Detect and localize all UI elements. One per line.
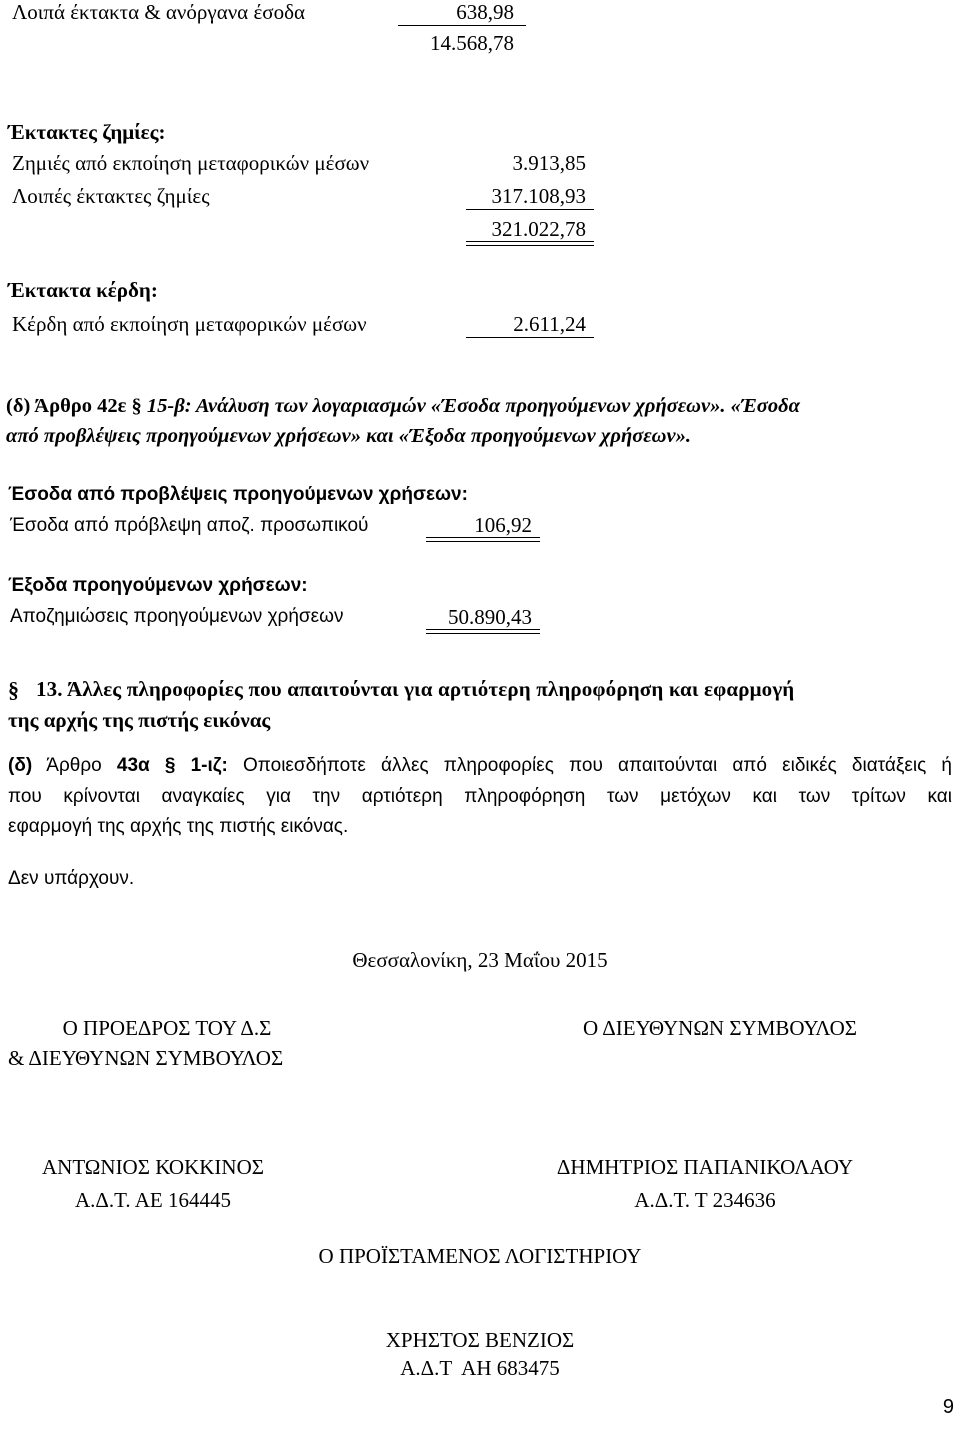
double-underline [466, 241, 594, 246]
income-total-value: 14.568,78 [430, 31, 514, 55]
para-clause: 1-ιζ: [190, 755, 228, 776]
underline [398, 25, 526, 26]
section13-heading-line2: της αρχής της πιστής εικόνας [8, 708, 271, 732]
para-line2: που κρίνονται αναγκαίες για την αρτιότερη πληροφόρηση των μετόχων και των τρίτων και [8, 786, 952, 807]
expense-prev-heading: Έξοδα προηγούμενων χρήσεων: [8, 575, 308, 596]
gains-heading: Έκτακτα κέρδη: [8, 278, 158, 302]
loss-row-vehicles-value: 3.913,85 [512, 151, 586, 175]
section-d-heading-line1 [6, 395, 800, 418]
chairman-title-line2: & ΔΙΕΥΘΥΝΩΝ ΣΥΜΒΟΥΛΟΣ [8, 1046, 284, 1070]
loss-row-other-label: Λοιπές έκτακτες ζημίες [12, 184, 210, 208]
expense-prev-row-value: 50.890,43 [448, 605, 532, 629]
double-underline [426, 629, 540, 634]
expense-prev-row-label: Αποζημιώσεις προηγούμενων χρήσεων [10, 606, 344, 627]
underline [466, 209, 594, 210]
income-prev-row-value: 106,92 [474, 513, 532, 537]
para-none: Δεν υπάρχουν. [8, 868, 135, 889]
chairman-id: Α.Δ.Τ. ΑΕ 164445 [74, 1188, 232, 1212]
accountant-title: Ο ΠΡΟΪΣΤΑΜΕΝΟΣ ΛΟΓΙΣΤΗΡΙΟΥ [318, 1244, 642, 1268]
losses-total-value: 321.022,78 [491, 217, 586, 241]
section13-heading-line1: 13. Άλλες πληροφορίες που απαιτούνται για αρτιότερη πληροφόρηση και εφαρμογή [36, 677, 795, 701]
chairman-title: Ο ΠΡΟΕΔΡΟΣ ΤΟΥ Δ.Σ [62, 1016, 272, 1040]
para-article: Άρθρο [32, 755, 117, 776]
place-date: Θεσσαλονίκη, 23 Μαΐου 2015 [352, 948, 608, 972]
accountant-name: ΧΡΗΣΤΟΣ ΒΕΝΖΙΟΣ [385, 1328, 575, 1352]
section-d-title: 15-β: Ανάλυση των λογαριασμών «Έσοδα προηγούμενων χρήσεων». «Έσοδα [141, 395, 800, 417]
underline [466, 337, 594, 338]
income-prev-row-label: Έσοδα από πρόβλεψη αποζ. προσωπικού [10, 515, 369, 536]
loss-row-vehicles-label: Ζημιές από εκποίηση μεταφορικών μέσων [12, 151, 370, 175]
ceo-title: Ο ΔΙΕΥΘΥΝΩΝ ΣΥΜΒΟΥΛΟΣ [582, 1016, 857, 1040]
para-article-num: 43α [116, 755, 150, 776]
para-lead: (δ) [8, 755, 33, 776]
section-sign-icon: § [164, 755, 176, 776]
section-d-lead: (δ) Άρθρο 42ε [6, 395, 132, 417]
para-line1 [8, 755, 952, 777]
section13-sign-icon: § [8, 677, 19, 702]
section-d-heading-line2: από προβλέψεις προηγούμενων χρήσεων» και «Έξοδα προηγούμενων χρήσεων». [6, 425, 691, 447]
gain-row-vehicles-label: Κέρδη από εκποίηση μεταφορικών μέσων [12, 312, 367, 336]
misc-income-value: 638,98 [456, 0, 514, 24]
gain-row-vehicles-value: 2.611,24 [513, 312, 586, 336]
income-prev-heading: Έσοδα από προβλέψεις προηγούμενων χρήσεων: [8, 484, 468, 505]
chairman-name: ΑΝΤΩΝΙΟΣ ΚΟΚΚΙΝΟΣ [42, 1155, 264, 1179]
ceo-name: ΔΗΜΗΤΡΙΟΣ ΠΑΠΑΝΙΚΟΛΑΟΥ [556, 1155, 854, 1179]
para-line3: εφαρμογή της αρχής της πιστής εικόνας. [8, 816, 349, 837]
double-underline [426, 537, 540, 542]
losses-heading: Έκτακτες ζημίες: [8, 120, 166, 144]
accountant-id: Α.Δ.Τ ΑΗ 683475 [400, 1356, 560, 1380]
loss-row-other-value: 317.108,93 [491, 184, 586, 208]
section-sign-icon: § [131, 395, 142, 417]
ceo-id: Α.Δ.Τ. Τ 234636 [634, 1188, 776, 1212]
para-line1-rest: Οποιεσδήποτε άλλες πληροφορίες που απαιτούνται από ειδικές διατάξεις ή [227, 755, 952, 776]
page-number: 9 [942, 1396, 954, 1418]
misc-income-label: Λοιπά έκτακτα & ανόργανα έσοδα [12, 0, 305, 24]
